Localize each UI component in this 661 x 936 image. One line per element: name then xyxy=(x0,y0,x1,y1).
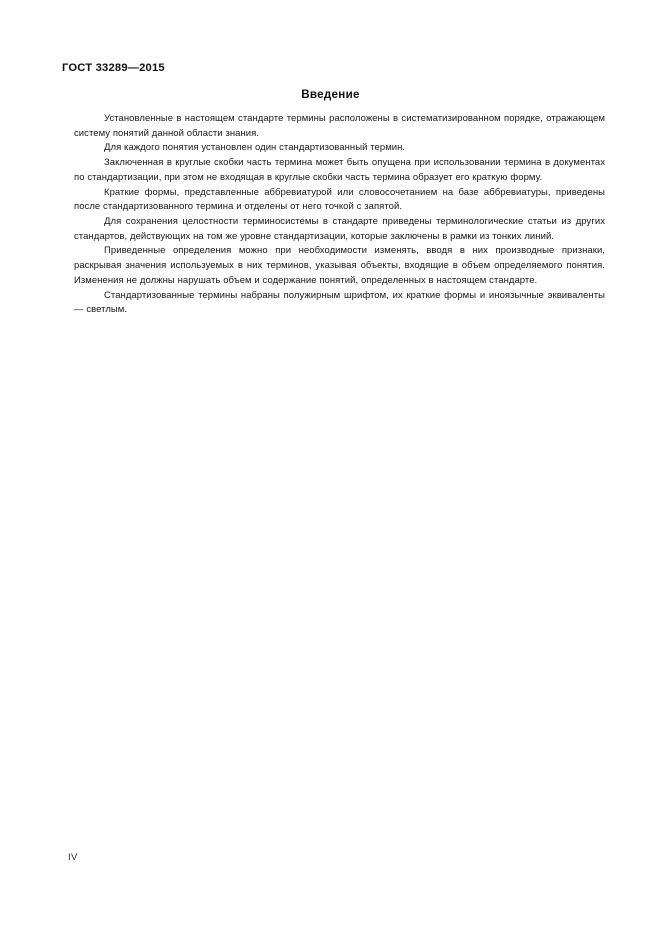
page-title: Введение xyxy=(301,88,360,101)
paragraph: Установленные в настоящем стандарте термины расположены в систематизированном порядке, отражающем систему понятий данной области знания. xyxy=(74,113,605,139)
page-number: IV xyxy=(68,852,78,863)
body-text-block xyxy=(74,112,605,318)
paragraph: Приведенные определения можно при необходимости изменять, вводя в них производные признаки, раскрывая значения используемых в них терминов, указывая объекты, входящие в объем определяемого понятия. Изменения не должны нарушать объем и содержание понятий, определенных в настоящем стандарте. xyxy=(74,245,605,286)
paragraph: Стандартизованные термины набраны полужирным шрифтом, их краткие формы и иноязычные эквиваленты — светлым. xyxy=(74,289,605,316)
paragraph: Краткие формы, представленные аббревиатурой или словосочетанием на базе аббревиатуры, приведены после стандартизованного термина и отделены от него точкой с запятой. xyxy=(74,186,605,213)
paragraph: Для каждого понятия установлен один стандартизованный термин. xyxy=(104,142,406,154)
paragraph: Заключенная в круглые скобки часть термина может быть опущена при использовании термина в документах по стандартизации, при этом не входящая в круглые скобки часть термина образует его краткую форму. xyxy=(74,157,605,183)
paragraph: Для сохранения целостности терминосистемы в стандарте приведены терминологические статьи из других стандартов, действующих на том же уровне стандартизации, которые заключены в рамки из тонких линий. xyxy=(74,216,605,242)
standard-number-header: ГОСТ 33289—2015 xyxy=(62,62,165,74)
